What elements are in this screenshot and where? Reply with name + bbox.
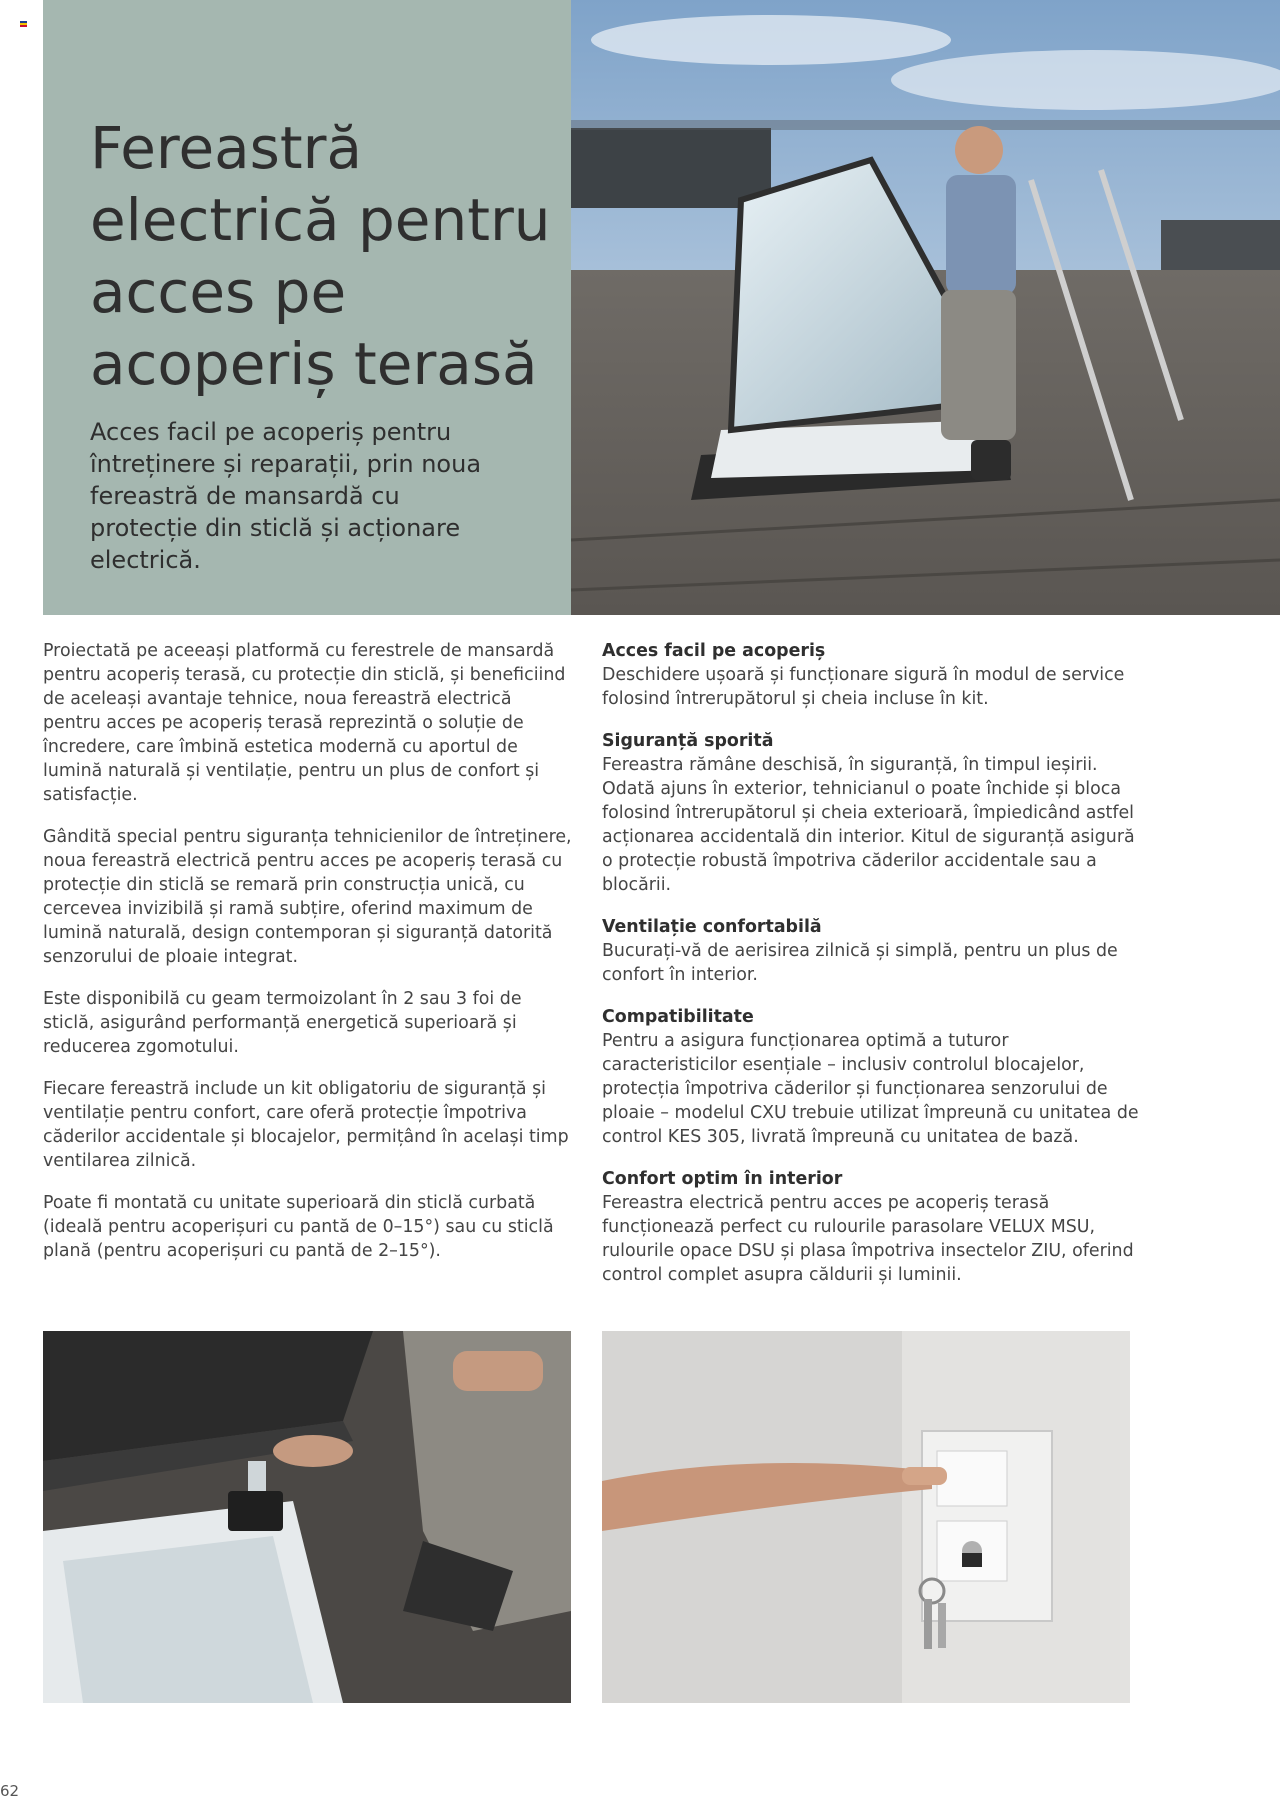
feature-section: [602, 1167, 1142, 1287]
feature-text: Fereastra electrică pentru acces pe acoperiș terasă funcționează perfect cu rulourile parasolare VELUX MSU, rulourile opace DSU și plasa împotriva insectelor ZIU, oferind control complet asupra căldurii și luminii.: [602, 1193, 1134, 1285]
feature-section: [602, 729, 1142, 897]
paragraph: Este disponibilă cu geam termoizolant în 2 sau 3 foi de sticlă, asigurând performanță energetică superioară și reducerea zgomotului.: [43, 989, 522, 1057]
left-column: [43, 639, 573, 1281]
flag-icon: [20, 21, 27, 27]
hero-panel: [43, 0, 571, 615]
feature-heading: Ventilație confortabilă: [602, 917, 822, 937]
paragraph: Poate fi montată cu unitate superioară din sticlă curbată (ideală pentru acoperișuri cu pantă de 0–15°) sau cu sticlă plană (pentru acoperișuri cu pantă de 2–15°).: [43, 1193, 554, 1261]
page-number: 62: [0, 1782, 20, 1800]
feature-section: [602, 639, 1142, 711]
page-title: Fereastră electrică pentru acces pe acoperiș terasă: [90, 114, 551, 398]
photo-wall-switch-keys: [602, 1331, 1130, 1703]
photo-technician-key-switch: [43, 1331, 571, 1703]
paragraph: Proiectată pe aceeași platformă cu ferestrele de mansardă pentru acoperiș terasă, cu protecție din sticlă, și beneficiind de aceleași avantaje tehnice, noua fereastră electrică pentru acces pe acoperiș terasă reprezintă o soluție de încredere, care îmbină estetica modernă cu aportul de lumină naturală și ventilație, pentru un plus de confort și satisfacție.: [43, 641, 566, 805]
feature-section: [602, 1005, 1142, 1149]
feature-text: Pentru a asigura funcționarea optimă a tuturor caracteristicilor esențiale – inclusiv controlul blocajelor, protecția împotriva căderilor și funcționarea senzorului de ploaie – modelul CXU trebuie utilizat împreună cu unitatea de control KES 305, livrată împreună cu unitatea de bază.: [602, 1031, 1139, 1147]
feature-section: [602, 915, 1142, 987]
right-column: [602, 639, 1142, 1305]
paragraph: Gândită special pentru siguranța tehnicienilor de întreținere, noua fereastră electrică pentru acces pe acoperiș terasă cu protecție din sticlă se remară prin construcția unică, cu cercevea invizibilă și ramă subțire, oferind maximum de lumină naturală, design contemporan și siguranță datorită senzorului de ploaie integrat.: [43, 827, 572, 967]
feature-text: Deschidere ușoară și funcționare sigură în modul de service folosind întrerupătorul și cheia incluse în kit.: [602, 665, 1125, 709]
feature-heading: Siguranță sporită: [602, 731, 774, 751]
feature-heading: Compatibilitate: [602, 1007, 754, 1027]
feature-heading: Acces facil pe acoperiș: [602, 641, 826, 661]
hero-subtitle: Acces facil pe acoperiș pentru întreținere și reparații, prin noua fereastră de mansardă cu protecție din sticlă și acționare electrică.: [90, 418, 482, 574]
hero-photo-roof-window: [571, 0, 1280, 615]
feature-text: Fereastra rămâne deschisă, în siguranță, în timpul ieșirii. Odată ajuns în exterior, tehnicianul o poate închide și bloca folosind întrerupătorul și cheia exterioară, împiedicând astfel acționarea accidentală din interior. Kitul de siguranță asigură o protecție robustă împotriva căderilor accidentale sau a blocării.: [602, 755, 1135, 895]
feature-text: Bucurați-vă de aerisirea zilnică și simplă, pentru un plus de confort în interior.: [602, 941, 1118, 985]
feature-heading: Confort optim în interior: [602, 1169, 843, 1189]
paragraph: Fiecare fereastră include un kit obligatoriu de siguranță și ventilație pentru confort, care oferă protecție împotriva căderilor accidentale și blocajelor, permițând în același timp ventilarea zilnică.: [43, 1079, 569, 1171]
